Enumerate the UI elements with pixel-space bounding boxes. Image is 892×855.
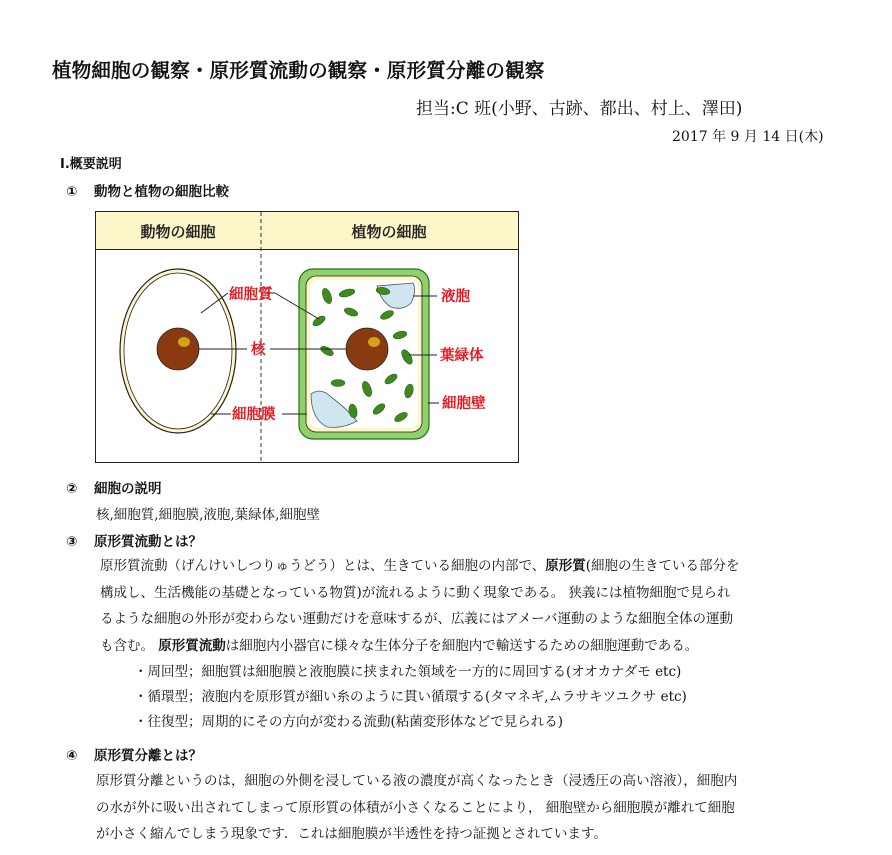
text-span: も含む。	[100, 637, 159, 654]
animal-nucleus	[157, 328, 199, 370]
keyword-protoplasm: 原形質	[545, 558, 586, 574]
list-item: ・往復型；周期的にその方向が変わる流動(粘菌変形体などで見られる)	[134, 714, 564, 730]
text-span: は細胞内小器官に様々な生体分子を細胞内で輸送するための細胞運動である。	[225, 637, 699, 654]
paragraph-line: るような細胞の外形が変わらない運動だけを意味するが、広義にはアメーバ運動のような細胞全体の運動	[100, 611, 734, 627]
paragraph-line: が小さく縮んでしまう現象です．これは細胞膜が半透性を持つ証拠とされています。	[96, 826, 607, 842]
subsection-title: 原形質流動とは？	[94, 534, 202, 550]
label-vacuole: 液胞	[441, 289, 470, 305]
text-span: 原形質流動（げんけいしつりゅうどう）とは、生きている細胞の内部で、	[100, 558, 546, 574]
plant-nucleolus	[368, 337, 380, 347]
paragraph-line: 構成し、生活機能の基礎となっている物質)が流れるように動く現象である。 狭義には植物細胞で見られ	[100, 584, 731, 601]
label-cell-wall: 細胞壁	[442, 396, 486, 412]
cell-parts-list: 核,細胞質,細胞膜,液胞,葉緑体,細胞壁	[96, 507, 320, 523]
cell-comparison-diagram	[95, 211, 519, 463]
list-item: ・周回型；細胞質は細胞膜と液胞膜に挟まれた領域を一方的に周回する(オオカナダモ etc)	[134, 664, 682, 680]
subsection-3-heading	[66, 530, 202, 550]
subsection-title: 動物と植物の細胞比較	[94, 184, 229, 200]
page-title: 植物細胞の観察・原形質流動の観察・原形質分離の観察	[52, 59, 545, 82]
subsection-title: 原形質分離とは？	[94, 748, 202, 764]
paragraph-line	[100, 553, 845, 580]
paragraph-line	[100, 633, 845, 660]
keyword-streaming: 原形質流動	[158, 637, 226, 654]
cytoplasmic-streaming-paragraph	[100, 553, 845, 659]
plant-nucleus	[346, 328, 388, 370]
list-item: ・循環型；液胞内を原形質が細い糸のように貫い循環する(タマネギ,ムラサキツユクサ etc)	[134, 689, 687, 705]
plant-cell-header: 植物の細胞	[351, 223, 427, 241]
animal-cell-header: 動物の細胞	[140, 223, 216, 241]
subsection-number: ③	[66, 534, 78, 550]
plasmolysis-paragraph	[96, 768, 841, 848]
subsection-1-heading	[66, 180, 229, 200]
subsection-4-heading	[66, 744, 202, 764]
label-cell-membrane: 細胞膜	[232, 407, 276, 423]
subsection-number: ①	[66, 184, 78, 200]
subsection-number: ④	[66, 748, 78, 764]
subsection-number: ②	[66, 481, 78, 497]
streaming-types-list	[134, 660, 687, 735]
section-heading: Ⅰ.概要説明	[60, 157, 122, 172]
author-line: 担当:C 班(小野、古跡、都出、村上、澤田)	[416, 99, 743, 119]
subsection-title: 細胞の説明	[94, 481, 162, 497]
label-nucleus: 核	[251, 342, 266, 358]
date-line: 2017 年 9 月 14 日(木)	[672, 129, 824, 145]
label-cytoplasm: 細胞質	[229, 287, 273, 303]
chloroplast	[331, 380, 345, 387]
label-chloroplast: 葉緑体	[440, 348, 484, 364]
animal-nucleolus	[178, 337, 190, 347]
text-span: (細胞の生きている部分を	[585, 558, 740, 574]
paragraph-line: 原形質分離というのは，細胞の外側を浸している液の濃度が高くなったとき（浸透圧の高い溶液），細胞内	[96, 773, 738, 789]
subsection-2-heading	[66, 477, 162, 497]
paragraph-line: の水が外に吸い出されてしまって原形質の体積が小さくなることにより， 細胞壁から細胞膜が離れて細胞	[96, 799, 735, 816]
